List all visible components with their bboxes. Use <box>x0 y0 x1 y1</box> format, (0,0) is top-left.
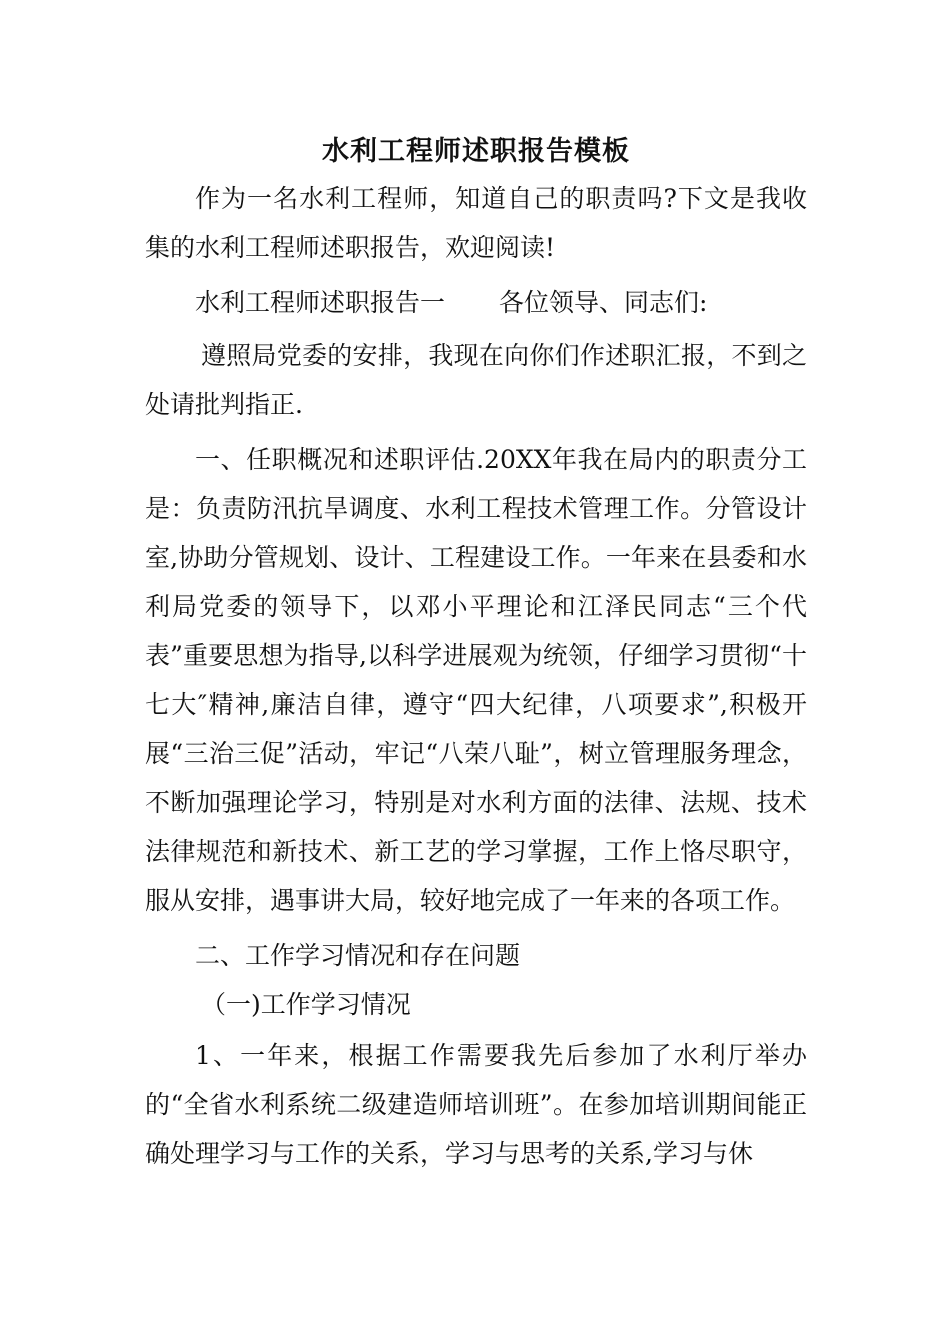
opening-paragraph: 遵照局党委的安排，我现在向你们作述职汇报，不到之处请批判指正. <box>145 341 807 419</box>
section-two-heading: 二、工作学习情况和存在问题 <box>195 941 521 970</box>
section-one-paragraph: 一、任职概况和述职评估.20XX年我在局内的职责分工是：负责防汛抗旱调度、水利工程技术管理工作。分管设计室,协助分管规划、设计、工程建设工作。一年来在县委和水利局党委的领导下，以邓小平理论和江泽民同志“三个代表”重要思想为指导,以科学进展观为统领，仔细学习贯彻“十七大″精神,廉洁自律，遵守“四大纪律，八项要求”,积极开展“三治三促”活动，牢记“八荣八耻”，树立管理服务理念，不断加强理论学习，特别是对水利方面的法律、法规、技术法律规范和新技术、新工艺的学习掌握，工作上恪尽职守，服从安排，遇事讲大局，较好地完成了一年来的各项工作。 <box>145 445 807 915</box>
salutation: 各位领导、同志们: <box>499 288 708 317</box>
intro-paragraph: 作为一名水利工程师，知道自己的职责吗?下文是我收集的水利工程师述职报告，欢迎阅读! <box>145 184 807 262</box>
item-one-paragraph: 1、一年来，根据工作需要我先后参加了水利厅举办的“全省水利系统二级建造师培训班”。在参加培训期间能正确处理学习与工作的关系，学习与思考的关系,学习与休 <box>145 1041 807 1168</box>
document-page <box>145 128 807 1178</box>
report-heading-line <box>145 278 807 327</box>
report-subtitle: 水利工程师述职报告一 <box>195 288 446 317</box>
document-title: 水利工程师述职报告模板 <box>322 136 630 167</box>
subsection-heading: （一)工作学习情况 <box>201 990 411 1019</box>
